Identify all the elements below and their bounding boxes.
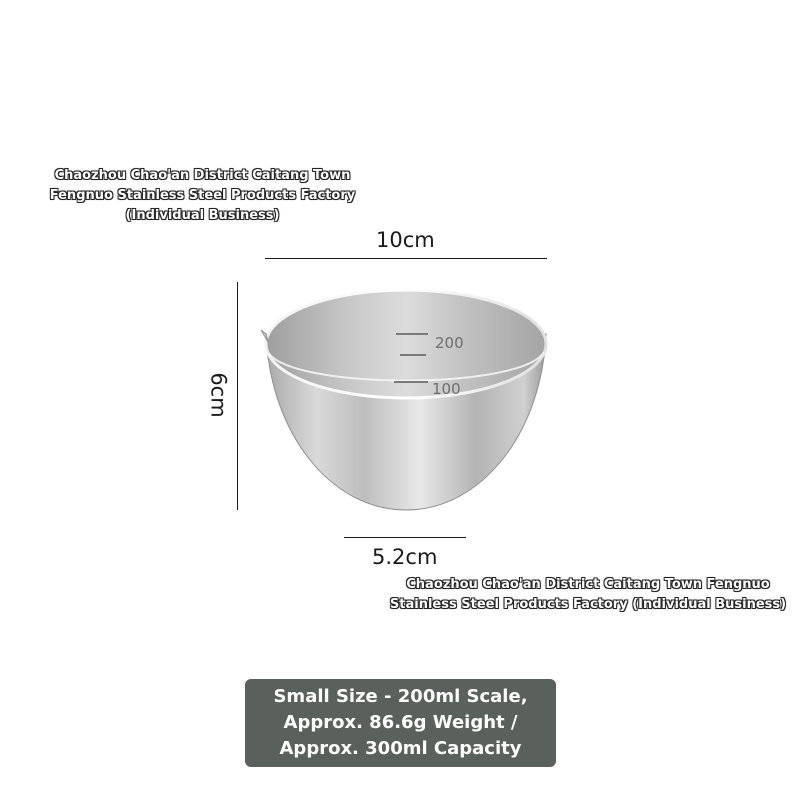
scale-mark-100: 100 <box>432 380 461 398</box>
base-dimension-label: 5.2cm <box>372 545 438 569</box>
height-dimension-line <box>237 282 238 510</box>
bowl-spout <box>261 330 268 342</box>
watermark-bottom: Chaozhou Chao'an District Caitang Town Fengnuo Stainless Steel Products Factory (Individual Business) <box>389 577 787 612</box>
width-dimension-label: 10cm <box>376 228 435 252</box>
product-caption: Small Size - 200ml Scale, Approx. 86.6g Weight / Approx. 300ml Capacity <box>245 679 556 767</box>
base-dimension-line <box>344 537 466 538</box>
height-dimension-label: 6cm <box>206 372 231 418</box>
watermark-top: Chaozhou Chao'an District Caitang Town Fengnuo Stainless Steel Products Factory (Individual Business) <box>49 168 356 223</box>
width-dimension-line <box>265 258 547 259</box>
measuring-bowl-image <box>260 282 552 518</box>
scale-mark-200: 200 <box>435 334 464 352</box>
